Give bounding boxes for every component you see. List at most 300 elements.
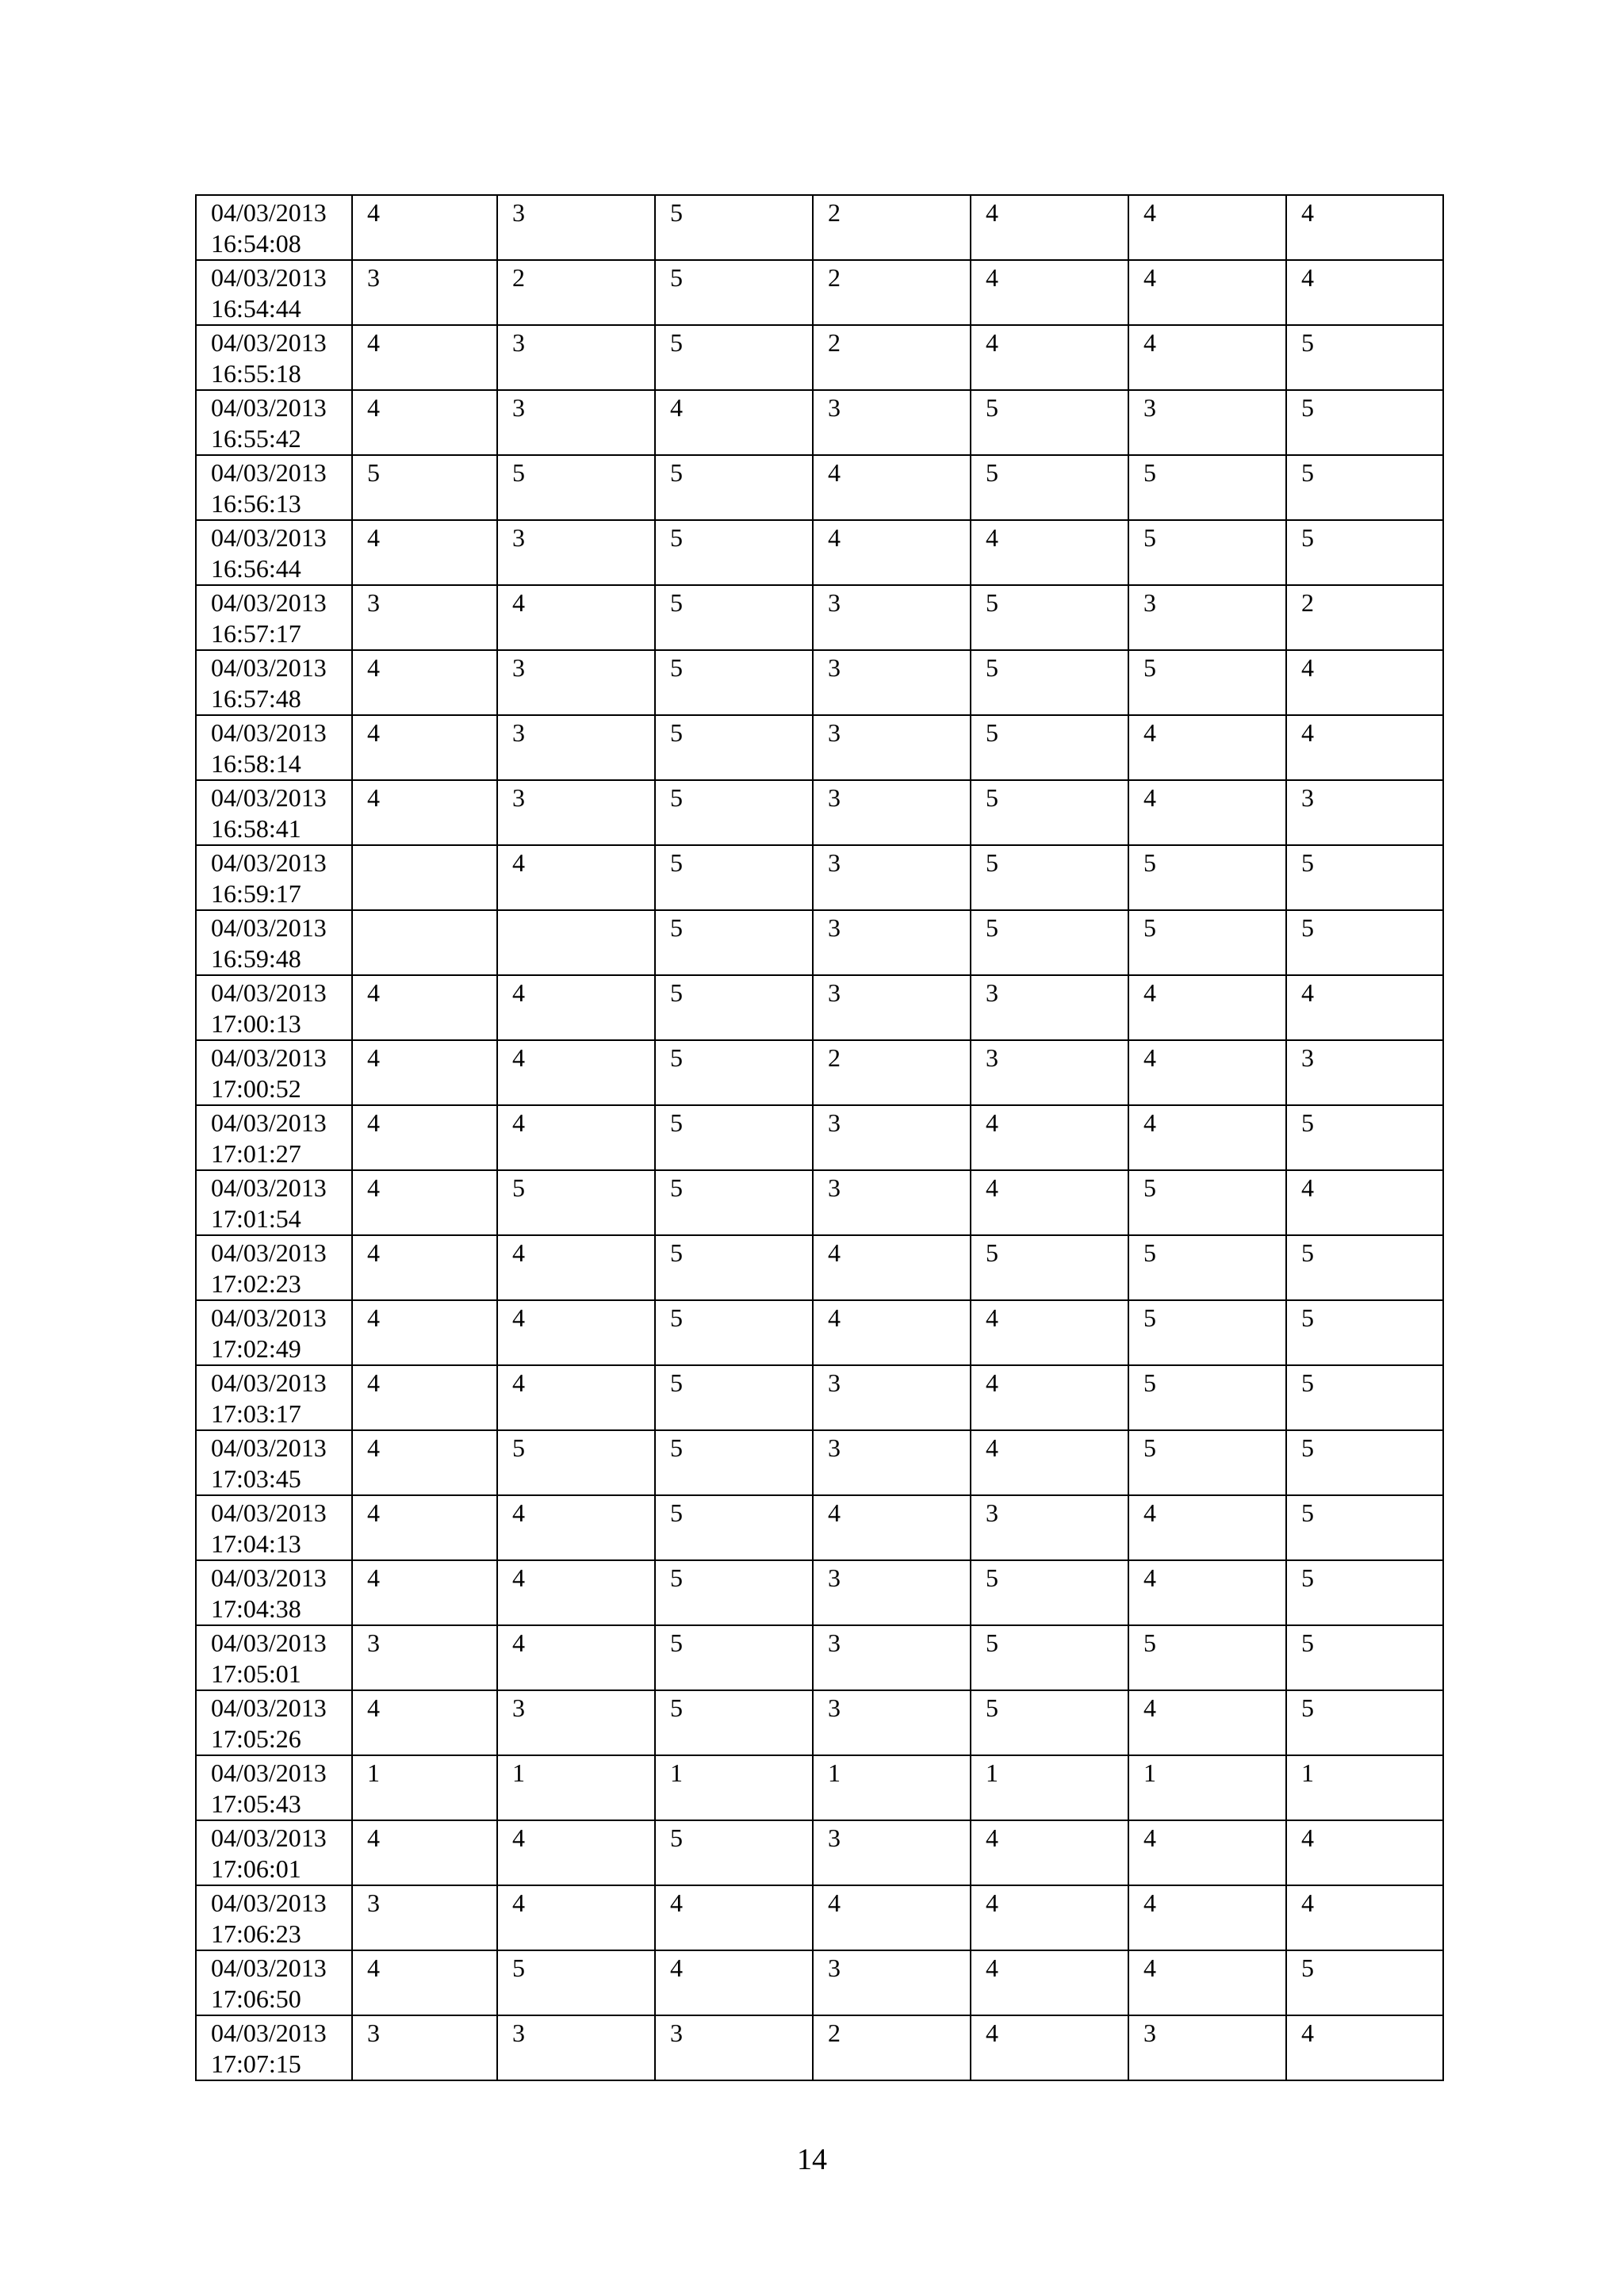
score-cell: 5 bbox=[655, 1235, 813, 1300]
timestamp-date: 04/03/2013 bbox=[211, 718, 327, 747]
timestamp-cell bbox=[196, 195, 352, 260]
score-cell: 5 bbox=[655, 455, 813, 520]
score-cell: 5 bbox=[497, 1170, 655, 1235]
score-cell: 5 bbox=[1128, 1170, 1286, 1235]
score-cell: 3 bbox=[497, 390, 655, 455]
score-cell: 5 bbox=[971, 390, 1128, 455]
score-cell: 4 bbox=[1128, 1950, 1286, 2015]
timestamp-date: 04/03/2013 bbox=[211, 588, 327, 617]
score-cell: 4 bbox=[352, 1820, 497, 1885]
score-cell: 4 bbox=[497, 1495, 655, 1560]
score-cell: 3 bbox=[813, 845, 971, 910]
score-cell: 3 bbox=[813, 650, 971, 715]
timestamp-cell bbox=[196, 1690, 352, 1755]
timestamp-date: 04/03/2013 bbox=[211, 263, 327, 292]
page-number: 14 bbox=[797, 2143, 827, 2176]
score-cell: 5 bbox=[655, 1365, 813, 1430]
score-cell bbox=[352, 845, 497, 910]
score-cell: 5 bbox=[1286, 1365, 1443, 1430]
score-cell: 5 bbox=[655, 1430, 813, 1495]
score-cell: 5 bbox=[655, 975, 813, 1040]
score-cell: 4 bbox=[1286, 2015, 1443, 2080]
timestamp-cell bbox=[196, 1430, 352, 1495]
score-cell: 4 bbox=[971, 1950, 1128, 2015]
score-cell: 3 bbox=[813, 390, 971, 455]
score-cell: 4 bbox=[1128, 195, 1286, 260]
timestamp-cell bbox=[196, 390, 352, 455]
timestamp-time: 16:59:17 bbox=[211, 879, 301, 908]
timestamp-time: 16:58:14 bbox=[211, 749, 301, 778]
timestamp-time: 16:56:44 bbox=[211, 554, 301, 583]
score-cell: 3 bbox=[813, 1625, 971, 1690]
timestamp-cell bbox=[196, 260, 352, 325]
timestamp-cell bbox=[196, 2015, 352, 2080]
score-cell: 3 bbox=[1286, 1040, 1443, 1105]
score-cell: 3 bbox=[497, 520, 655, 585]
timestamp-date: 04/03/2013 bbox=[211, 848, 327, 877]
score-cell: 5 bbox=[1286, 1430, 1443, 1495]
score-cell: 4 bbox=[497, 1300, 655, 1365]
timestamp-cell bbox=[196, 845, 352, 910]
table-row bbox=[196, 1040, 1443, 1105]
score-cell: 4 bbox=[1128, 975, 1286, 1040]
score-cell: 2 bbox=[813, 195, 971, 260]
score-cell: 3 bbox=[813, 780, 971, 845]
score-cell: 5 bbox=[971, 650, 1128, 715]
timestamp-date: 04/03/2013 bbox=[211, 458, 327, 487]
score-cell: 4 bbox=[1286, 975, 1443, 1040]
score-cell: 5 bbox=[655, 520, 813, 585]
score-cell: 3 bbox=[971, 975, 1128, 1040]
timestamp-cell bbox=[196, 910, 352, 975]
score-cell: 4 bbox=[497, 1235, 655, 1300]
score-cell: 5 bbox=[1286, 325, 1443, 390]
timestamp-time: 17:00:13 bbox=[211, 1009, 301, 1038]
table-row bbox=[196, 975, 1443, 1040]
timestamp-date: 04/03/2013 bbox=[211, 1628, 327, 1657]
score-cell: 5 bbox=[971, 1690, 1128, 1755]
timestamp-date: 04/03/2013 bbox=[211, 1303, 327, 1332]
score-cell: 5 bbox=[497, 455, 655, 520]
timestamp-date: 04/03/2013 bbox=[211, 198, 327, 227]
table-row bbox=[196, 780, 1443, 845]
score-cell: 5 bbox=[1128, 650, 1286, 715]
table-row bbox=[196, 910, 1443, 975]
score-cell: 5 bbox=[655, 910, 813, 975]
table-row bbox=[196, 195, 1443, 260]
score-cell: 4 bbox=[1128, 1040, 1286, 1105]
score-cell: 5 bbox=[971, 1560, 1128, 1625]
score-cell: 5 bbox=[1128, 455, 1286, 520]
score-cell: 5 bbox=[1128, 1430, 1286, 1495]
score-cell: 5 bbox=[1128, 1300, 1286, 1365]
table-row bbox=[196, 1235, 1443, 1300]
timestamp-time: 16:55:18 bbox=[211, 359, 301, 388]
score-cell: 4 bbox=[497, 845, 655, 910]
timestamp-cell bbox=[196, 520, 352, 585]
table-row bbox=[196, 845, 1443, 910]
score-cell: 5 bbox=[497, 1950, 655, 2015]
score-cell: 5 bbox=[1128, 845, 1286, 910]
timestamp-cell bbox=[196, 975, 352, 1040]
score-cell: 5 bbox=[655, 195, 813, 260]
score-cell: 3 bbox=[497, 195, 655, 260]
score-cell: 3 bbox=[497, 1690, 655, 1755]
score-cell: 4 bbox=[497, 1625, 655, 1690]
score-cell: 5 bbox=[655, 845, 813, 910]
timestamp-time: 17:05:01 bbox=[211, 1659, 301, 1688]
timestamp-date: 04/03/2013 bbox=[211, 1238, 327, 1267]
table-row bbox=[196, 1105, 1443, 1170]
timestamp-date: 04/03/2013 bbox=[211, 1043, 327, 1072]
score-cell: 5 bbox=[1128, 1235, 1286, 1300]
timestamp-cell bbox=[196, 1820, 352, 1885]
score-cell: 5 bbox=[655, 1170, 813, 1235]
score-cell: 4 bbox=[655, 390, 813, 455]
score-cell: 4 bbox=[1286, 650, 1443, 715]
score-cell: 3 bbox=[497, 715, 655, 780]
table-row bbox=[196, 1885, 1443, 1950]
score-cell: 3 bbox=[813, 715, 971, 780]
score-cell: 3 bbox=[497, 780, 655, 845]
score-cell: 5 bbox=[971, 910, 1128, 975]
timestamp-time: 16:54:08 bbox=[211, 229, 301, 258]
score-cell: 5 bbox=[655, 585, 813, 650]
score-cell: 5 bbox=[655, 1300, 813, 1365]
score-cell: 4 bbox=[352, 1300, 497, 1365]
timestamp-cell bbox=[196, 1105, 352, 1170]
timestamp-cell bbox=[196, 1300, 352, 1365]
table-row bbox=[196, 1300, 1443, 1365]
timestamp-cell bbox=[196, 455, 352, 520]
timestamp-date: 04/03/2013 bbox=[211, 1368, 327, 1397]
score-cell: 4 bbox=[1128, 1495, 1286, 1560]
table-row bbox=[196, 1755, 1443, 1820]
score-cell: 4 bbox=[497, 975, 655, 1040]
score-cell: 5 bbox=[1286, 845, 1443, 910]
score-cell: 4 bbox=[971, 2015, 1128, 2080]
table-row bbox=[196, 1625, 1443, 1690]
timestamp-date: 04/03/2013 bbox=[211, 1954, 327, 1982]
score-cell: 4 bbox=[352, 1950, 497, 2015]
score-cell: 3 bbox=[813, 1820, 971, 1885]
score-cell: 5 bbox=[1286, 520, 1443, 585]
score-cell: 3 bbox=[352, 1885, 497, 1950]
score-cell: 5 bbox=[1286, 910, 1443, 975]
score-cell: 4 bbox=[813, 1885, 971, 1950]
timestamp-cell bbox=[196, 1755, 352, 1820]
score-cell: 4 bbox=[971, 1430, 1128, 1495]
score-cell: 2 bbox=[813, 260, 971, 325]
score-cell: 5 bbox=[971, 1625, 1128, 1690]
score-cell: 4 bbox=[352, 1690, 497, 1755]
score-cell: 5 bbox=[1286, 1105, 1443, 1170]
timestamp-time: 16:56:13 bbox=[211, 489, 301, 518]
score-cell: 5 bbox=[1128, 1625, 1286, 1690]
timestamp-time: 17:01:54 bbox=[211, 1204, 301, 1233]
score-cell: 3 bbox=[813, 1170, 971, 1235]
timestamp-cell bbox=[196, 1040, 352, 1105]
score-cell: 4 bbox=[497, 1820, 655, 1885]
score-cell: 1 bbox=[497, 1755, 655, 1820]
score-cell: 5 bbox=[655, 1820, 813, 1885]
table-row bbox=[196, 2015, 1443, 2080]
score-cell: 3 bbox=[1128, 585, 1286, 650]
score-cell: 4 bbox=[497, 585, 655, 650]
timestamp-date: 04/03/2013 bbox=[211, 913, 327, 942]
score-cell: 4 bbox=[1286, 195, 1443, 260]
score-cell: 5 bbox=[655, 780, 813, 845]
timestamp-date: 04/03/2013 bbox=[211, 2019, 327, 2047]
table-row bbox=[196, 325, 1443, 390]
score-cell: 5 bbox=[655, 650, 813, 715]
table-body bbox=[196, 195, 1443, 2080]
score-cell: 3 bbox=[813, 1365, 971, 1430]
timestamp-cell bbox=[196, 1560, 352, 1625]
score-cell: 1 bbox=[1286, 1755, 1443, 1820]
score-cell: 5 bbox=[1286, 1625, 1443, 1690]
score-cell: 4 bbox=[352, 1365, 497, 1430]
score-cell: 5 bbox=[655, 325, 813, 390]
score-cell: 4 bbox=[352, 715, 497, 780]
score-cell: 4 bbox=[352, 325, 497, 390]
timestamp-date: 04/03/2013 bbox=[211, 1758, 327, 1787]
timestamp-date: 04/03/2013 bbox=[211, 328, 327, 357]
score-cell: 4 bbox=[497, 1040, 655, 1105]
score-cell: 4 bbox=[1128, 715, 1286, 780]
score-cell: 4 bbox=[1128, 1820, 1286, 1885]
timestamp-date: 04/03/2013 bbox=[211, 783, 327, 812]
score-cell: 5 bbox=[655, 715, 813, 780]
timestamp-date: 04/03/2013 bbox=[211, 1563, 327, 1592]
score-cell: 1 bbox=[655, 1755, 813, 1820]
timestamp-time: 16:55:42 bbox=[211, 424, 301, 453]
score-cell: 5 bbox=[655, 1625, 813, 1690]
score-cell: 3 bbox=[497, 325, 655, 390]
timestamp-date: 04/03/2013 bbox=[211, 1823, 327, 1852]
score-cell: 5 bbox=[655, 1560, 813, 1625]
score-cell: 3 bbox=[1128, 2015, 1286, 2080]
score-cell: 5 bbox=[1286, 1300, 1443, 1365]
score-cell: 3 bbox=[971, 1495, 1128, 1560]
score-cell: 3 bbox=[813, 910, 971, 975]
score-cell: 4 bbox=[1128, 1105, 1286, 1170]
timestamp-time: 17:06:50 bbox=[211, 1984, 301, 2013]
score-cell: 4 bbox=[497, 1560, 655, 1625]
score-cell: 4 bbox=[1128, 325, 1286, 390]
score-cell: 2 bbox=[1286, 585, 1443, 650]
score-cell: 4 bbox=[352, 1495, 497, 1560]
score-cell bbox=[352, 910, 497, 975]
score-cell: 4 bbox=[1286, 715, 1443, 780]
score-cell: 3 bbox=[1286, 780, 1443, 845]
score-cell: 4 bbox=[971, 1300, 1128, 1365]
table-row bbox=[196, 585, 1443, 650]
score-cell: 4 bbox=[352, 1235, 497, 1300]
score-cell: 3 bbox=[813, 1430, 971, 1495]
score-cell: 5 bbox=[971, 455, 1128, 520]
score-cell: 2 bbox=[497, 260, 655, 325]
score-cell: 1 bbox=[971, 1755, 1128, 1820]
score-cell: 4 bbox=[971, 195, 1128, 260]
timestamp-time: 17:06:01 bbox=[211, 1854, 301, 1883]
table-row bbox=[196, 1820, 1443, 1885]
score-cell: 4 bbox=[1128, 1690, 1286, 1755]
score-cell: 5 bbox=[1128, 1365, 1286, 1430]
score-cell: 4 bbox=[655, 1950, 813, 2015]
timestamp-time: 16:57:17 bbox=[211, 619, 301, 648]
timestamp-date: 04/03/2013 bbox=[211, 978, 327, 1007]
table-row bbox=[196, 1495, 1443, 1560]
score-cell: 4 bbox=[813, 520, 971, 585]
timestamp-date: 04/03/2013 bbox=[211, 1173, 327, 1202]
table-row bbox=[196, 390, 1443, 455]
score-cell: 3 bbox=[813, 1105, 971, 1170]
timestamp-time: 17:00:52 bbox=[211, 1074, 301, 1103]
score-cell: 4 bbox=[497, 1885, 655, 1950]
timestamp-time: 17:04:13 bbox=[211, 1529, 301, 1558]
score-cell: 4 bbox=[813, 1495, 971, 1560]
table-row bbox=[196, 1170, 1443, 1235]
timestamp-time: 16:54:44 bbox=[211, 294, 301, 323]
timestamp-time: 16:58:41 bbox=[211, 814, 301, 843]
score-cell: 2 bbox=[813, 325, 971, 390]
score-cell: 5 bbox=[1286, 455, 1443, 520]
score-cell: 5 bbox=[655, 1495, 813, 1560]
score-cell: 4 bbox=[352, 1105, 497, 1170]
timestamp-time: 17:03:45 bbox=[211, 1464, 301, 1493]
timestamp-date: 04/03/2013 bbox=[211, 393, 327, 422]
score-cell: 4 bbox=[352, 195, 497, 260]
timestamp-date: 04/03/2013 bbox=[211, 523, 327, 552]
score-cell: 4 bbox=[813, 1300, 971, 1365]
score-cell: 5 bbox=[1286, 1560, 1443, 1625]
score-cell: 4 bbox=[1128, 1560, 1286, 1625]
score-cell: 5 bbox=[971, 1235, 1128, 1300]
timestamp-cell bbox=[196, 585, 352, 650]
score-cell: 5 bbox=[971, 715, 1128, 780]
timestamp-cell bbox=[196, 1625, 352, 1690]
timestamp-time: 17:05:43 bbox=[211, 1789, 301, 1818]
score-cell: 4 bbox=[971, 1170, 1128, 1235]
score-cell: 3 bbox=[813, 1950, 971, 2015]
score-cell: 4 bbox=[352, 1430, 497, 1495]
timestamp-time: 16:59:48 bbox=[211, 944, 301, 973]
score-cell: 5 bbox=[655, 1105, 813, 1170]
timestamp-cell bbox=[196, 1950, 352, 2015]
score-cell: 4 bbox=[352, 975, 497, 1040]
score-cell: 1 bbox=[1128, 1755, 1286, 1820]
timestamp-time: 17:03:17 bbox=[211, 1399, 301, 1428]
timestamp-date: 04/03/2013 bbox=[211, 1433, 327, 1462]
score-cell: 4 bbox=[352, 1560, 497, 1625]
score-cell: 5 bbox=[1128, 910, 1286, 975]
score-cell: 4 bbox=[352, 1170, 497, 1235]
score-cell: 5 bbox=[1286, 390, 1443, 455]
score-cell: 4 bbox=[352, 390, 497, 455]
score-cell: 4 bbox=[352, 520, 497, 585]
timestamp-cell bbox=[196, 650, 352, 715]
score-cell: 5 bbox=[655, 260, 813, 325]
timestamp-date: 04/03/2013 bbox=[211, 1498, 327, 1527]
score-cell: 5 bbox=[971, 780, 1128, 845]
table-row bbox=[196, 715, 1443, 780]
table-row bbox=[196, 1690, 1443, 1755]
score-cell: 4 bbox=[1128, 1885, 1286, 1950]
timestamp-cell bbox=[196, 1495, 352, 1560]
table-row bbox=[196, 520, 1443, 585]
timestamp-time: 17:06:23 bbox=[211, 1919, 301, 1948]
timestamp-cell bbox=[196, 715, 352, 780]
table-row bbox=[196, 1365, 1443, 1430]
score-cell: 3 bbox=[971, 1040, 1128, 1105]
score-cell: 5 bbox=[971, 585, 1128, 650]
score-cell: 5 bbox=[655, 1040, 813, 1105]
score-cell: 4 bbox=[497, 1105, 655, 1170]
score-cell: 3 bbox=[1128, 390, 1286, 455]
score-cell: 5 bbox=[1286, 1235, 1443, 1300]
table-row bbox=[196, 260, 1443, 325]
score-cell: 3 bbox=[813, 975, 971, 1040]
score-cell: 1 bbox=[813, 1755, 971, 1820]
timestamp-time: 17:04:38 bbox=[211, 1594, 301, 1623]
timestamp-date: 04/03/2013 bbox=[211, 653, 327, 682]
score-cell: 4 bbox=[971, 520, 1128, 585]
score-cell: 5 bbox=[497, 1430, 655, 1495]
timestamp-cell bbox=[196, 1885, 352, 1950]
score-cell: 4 bbox=[1286, 260, 1443, 325]
score-cell: 4 bbox=[971, 1105, 1128, 1170]
timestamp-cell bbox=[196, 1170, 352, 1235]
table-row bbox=[196, 1560, 1443, 1625]
score-cell: 4 bbox=[655, 1885, 813, 1950]
score-cell: 4 bbox=[352, 1040, 497, 1105]
score-cell: 5 bbox=[1128, 520, 1286, 585]
timestamp-cell bbox=[196, 325, 352, 390]
score-cell: 4 bbox=[1128, 260, 1286, 325]
timestamp-time: 17:07:15 bbox=[211, 2049, 301, 2078]
score-cell: 4 bbox=[971, 325, 1128, 390]
score-cell: 4 bbox=[1128, 780, 1286, 845]
table-row bbox=[196, 1430, 1443, 1495]
table-row bbox=[196, 650, 1443, 715]
score-cell: 1 bbox=[352, 1755, 497, 1820]
score-cell: 3 bbox=[352, 1625, 497, 1690]
timestamp-cell bbox=[196, 1235, 352, 1300]
score-cell: 4 bbox=[352, 650, 497, 715]
score-cell: 4 bbox=[1286, 1170, 1443, 1235]
score-cell: 4 bbox=[813, 1235, 971, 1300]
score-cell: 3 bbox=[655, 2015, 813, 2080]
timestamp-time: 17:02:49 bbox=[211, 1334, 301, 1363]
score-cell: 4 bbox=[971, 1885, 1128, 1950]
timestamp-date: 04/03/2013 bbox=[211, 1888, 327, 1917]
table-row bbox=[196, 1950, 1443, 2015]
score-cell: 2 bbox=[813, 2015, 971, 2080]
timestamp-date: 04/03/2013 bbox=[211, 1108, 327, 1137]
score-cell: 5 bbox=[1286, 1690, 1443, 1755]
score-cell: 5 bbox=[1286, 1495, 1443, 1560]
score-cell: 5 bbox=[655, 1690, 813, 1755]
score-cell bbox=[497, 910, 655, 975]
score-cell: 5 bbox=[971, 845, 1128, 910]
timestamp-cell bbox=[196, 780, 352, 845]
table-row bbox=[196, 455, 1443, 520]
timestamp-time: 17:01:27 bbox=[211, 1139, 301, 1168]
score-cell: 3 bbox=[813, 1560, 971, 1625]
score-cell: 3 bbox=[352, 2015, 497, 2080]
score-cell: 5 bbox=[1286, 1950, 1443, 2015]
